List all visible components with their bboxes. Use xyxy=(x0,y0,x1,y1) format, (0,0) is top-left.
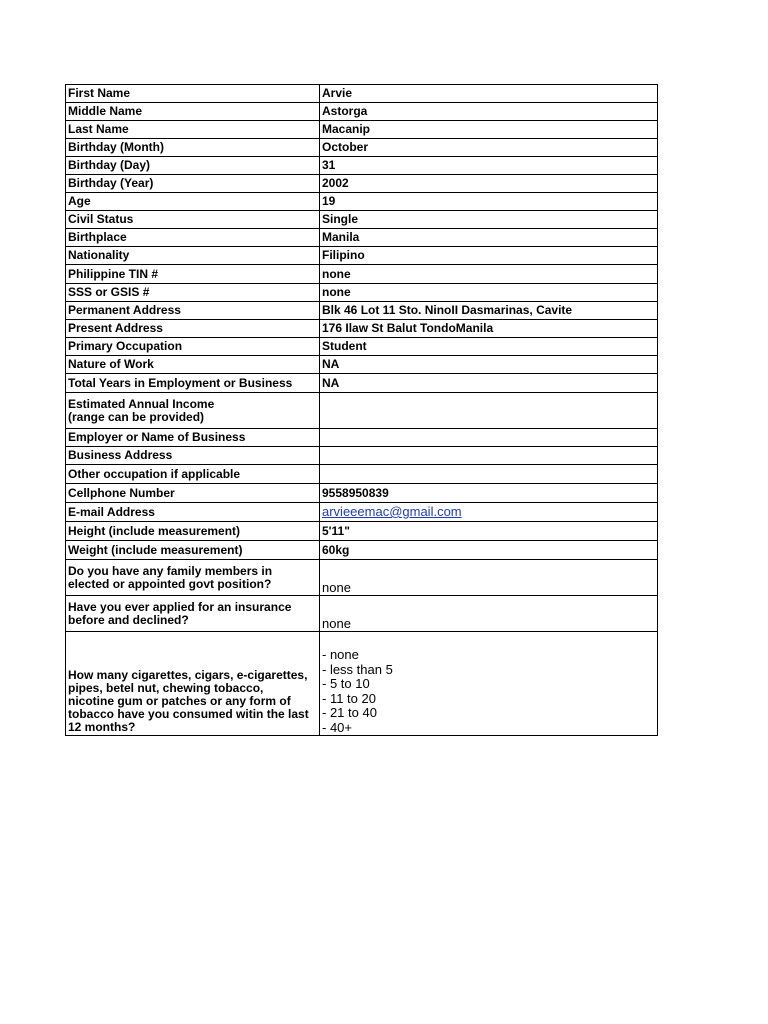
table-row-birthplace xyxy=(66,229,658,247)
table-row-primary-occupation xyxy=(66,338,658,356)
table-row-annual-income xyxy=(66,393,658,429)
label-tobacco-line-3: nicotine gum or patches or any form of xyxy=(68,694,291,708)
tobacco-option-40-plus: - 40+ xyxy=(322,719,352,735)
table-row-employer xyxy=(66,429,658,447)
label-insurance-line-1: Have you ever applied for an insurance xyxy=(68,599,292,614)
value-last-name: Macanip xyxy=(320,121,658,139)
tobacco-option-none: - none xyxy=(322,647,359,662)
table-row-insurance-declined xyxy=(66,596,658,632)
label-other-occupation: Other occupation if applicable xyxy=(66,465,320,484)
value-civil-status: Single xyxy=(320,211,658,229)
label-tobacco-line-5: 12 months? xyxy=(68,720,136,734)
table-row-nature-of-work xyxy=(66,356,658,374)
table-row-civil-status xyxy=(66,211,658,229)
label-cellphone: Cellphone Number xyxy=(66,484,320,503)
label-tobacco-line-2: pipes, betel nut, chewing tobacco, xyxy=(68,681,264,695)
label-age: Age xyxy=(66,193,320,211)
value-tin: none xyxy=(320,265,658,284)
value-nature-of-work: NA xyxy=(320,356,658,374)
table-row-first-name xyxy=(66,85,658,103)
table-row-family-govt xyxy=(66,560,658,596)
label-family-govt xyxy=(66,560,320,596)
value-insurance-declined: none xyxy=(320,596,658,632)
label-insurance-declined xyxy=(66,596,320,632)
label-birthday-day: Birthday (Day) xyxy=(66,157,320,175)
label-email: E-mail Address xyxy=(66,503,320,522)
value-email-cell xyxy=(320,503,658,522)
table-row-sss xyxy=(66,284,658,302)
label-tobacco xyxy=(66,632,320,736)
label-civil-status: Civil Status xyxy=(66,211,320,229)
table-row-years-employment xyxy=(66,374,658,393)
label-employer: Employer or Name of Business xyxy=(66,429,320,447)
email-link[interactable]: arvieeemac@gmail.com xyxy=(322,504,462,519)
value-age: 19 xyxy=(320,193,658,211)
label-insurance-line-2: before and declined? xyxy=(68,612,189,627)
tobacco-option-21-to-40: - 21 to 40 xyxy=(322,705,377,720)
value-family-govt: none xyxy=(320,560,658,596)
label-present-address: Present Address xyxy=(66,320,320,338)
label-last-name: Last Name xyxy=(66,121,320,139)
table-row-present-address xyxy=(66,320,658,338)
value-sss: none xyxy=(320,284,658,302)
value-middle-name: Astorga xyxy=(320,103,658,121)
table-row-weight xyxy=(66,541,658,560)
label-family-govt-line-2: elected or appointed govt position? xyxy=(68,576,272,591)
table-row-other-occupation xyxy=(66,465,658,484)
label-birthday-year: Birthday (Year) xyxy=(66,175,320,193)
label-permanent-address: Permanent Address xyxy=(66,302,320,320)
label-primary-occupation: Primary Occupation xyxy=(66,338,320,356)
table-row-birthday-day xyxy=(66,157,658,175)
label-annual-income-line-2: (range can be provided) xyxy=(68,409,205,424)
label-height: Height (include measurement) xyxy=(66,522,320,541)
label-nationality: Nationality xyxy=(66,247,320,265)
value-primary-occupation: Student xyxy=(320,338,658,356)
label-birthplace: Birthplace xyxy=(66,229,320,247)
table-row-last-name xyxy=(66,121,658,139)
table-row-age xyxy=(66,193,658,211)
value-permanent-address: Blk 46 Lot 11 Sto. NinoII Dasmarinas, Cavite xyxy=(320,302,658,320)
tobacco-option-5-to-10: - 5 to 10 xyxy=(322,676,370,691)
value-annual-income xyxy=(320,393,658,429)
label-weight: Weight (include measurement) xyxy=(66,541,320,560)
applicant-info-table xyxy=(65,84,658,736)
table-row-birthday-month xyxy=(66,139,658,157)
value-tobacco-options xyxy=(320,632,658,736)
value-other-occupation xyxy=(320,465,658,484)
label-middle-name: Middle Name xyxy=(66,103,320,121)
value-first-name: Arvie xyxy=(320,85,658,103)
label-annual-income xyxy=(66,393,320,429)
table-row-tobacco xyxy=(66,632,658,736)
label-birthday-month: Birthday (Month) xyxy=(66,139,320,157)
label-first-name: First Name xyxy=(66,85,320,103)
value-present-address: 176 Ilaw St Balut TondoManila xyxy=(320,320,658,338)
table-row-height xyxy=(66,522,658,541)
label-years-employment: Total Years in Employment or Business xyxy=(66,374,320,393)
label-family-govt-line-1: Do you have any family members in xyxy=(68,563,273,578)
label-tobacco-line-4: tobacco have you consumed witin the last xyxy=(68,707,309,721)
label-tin: Philippine TIN # xyxy=(66,265,320,284)
tobacco-option-less-than-5: - less than 5 xyxy=(322,661,393,677)
table-row-cellphone xyxy=(66,484,658,503)
value-cellphone: 9558950839 xyxy=(320,484,658,503)
value-nationality: Filipino xyxy=(320,247,658,265)
table-row-nationality xyxy=(66,247,658,265)
table-row-tin xyxy=(66,265,658,284)
label-annual-income-line-1: Estimated Annual Income xyxy=(68,396,215,411)
value-birthday-year: 2002 xyxy=(320,175,658,193)
table-row-permanent-address xyxy=(66,302,658,320)
tobacco-option-11-to-20: - 11 to 20 xyxy=(322,690,376,706)
value-birthday-month: October xyxy=(320,139,658,157)
value-employer xyxy=(320,429,658,447)
table-row-business-address xyxy=(66,447,658,465)
label-business-address: Business Address xyxy=(66,447,320,465)
value-business-address xyxy=(320,447,658,465)
table-row-middle-name xyxy=(66,103,658,121)
value-birthday-day: 31 xyxy=(320,157,658,175)
label-tobacco-line-1: How many cigarettes, cigars, e-cigarettes, xyxy=(68,668,308,682)
label-sss: SSS or GSIS # xyxy=(66,284,320,302)
value-weight: 60kg xyxy=(320,541,658,560)
table-row-birthday-year xyxy=(66,175,658,193)
value-height: 5'11" xyxy=(320,522,658,541)
value-birthplace: Manila xyxy=(320,229,658,247)
value-years-employment: NA xyxy=(320,374,658,393)
label-nature-of-work: Nature of Work xyxy=(66,356,320,374)
table-row-email xyxy=(66,503,658,522)
